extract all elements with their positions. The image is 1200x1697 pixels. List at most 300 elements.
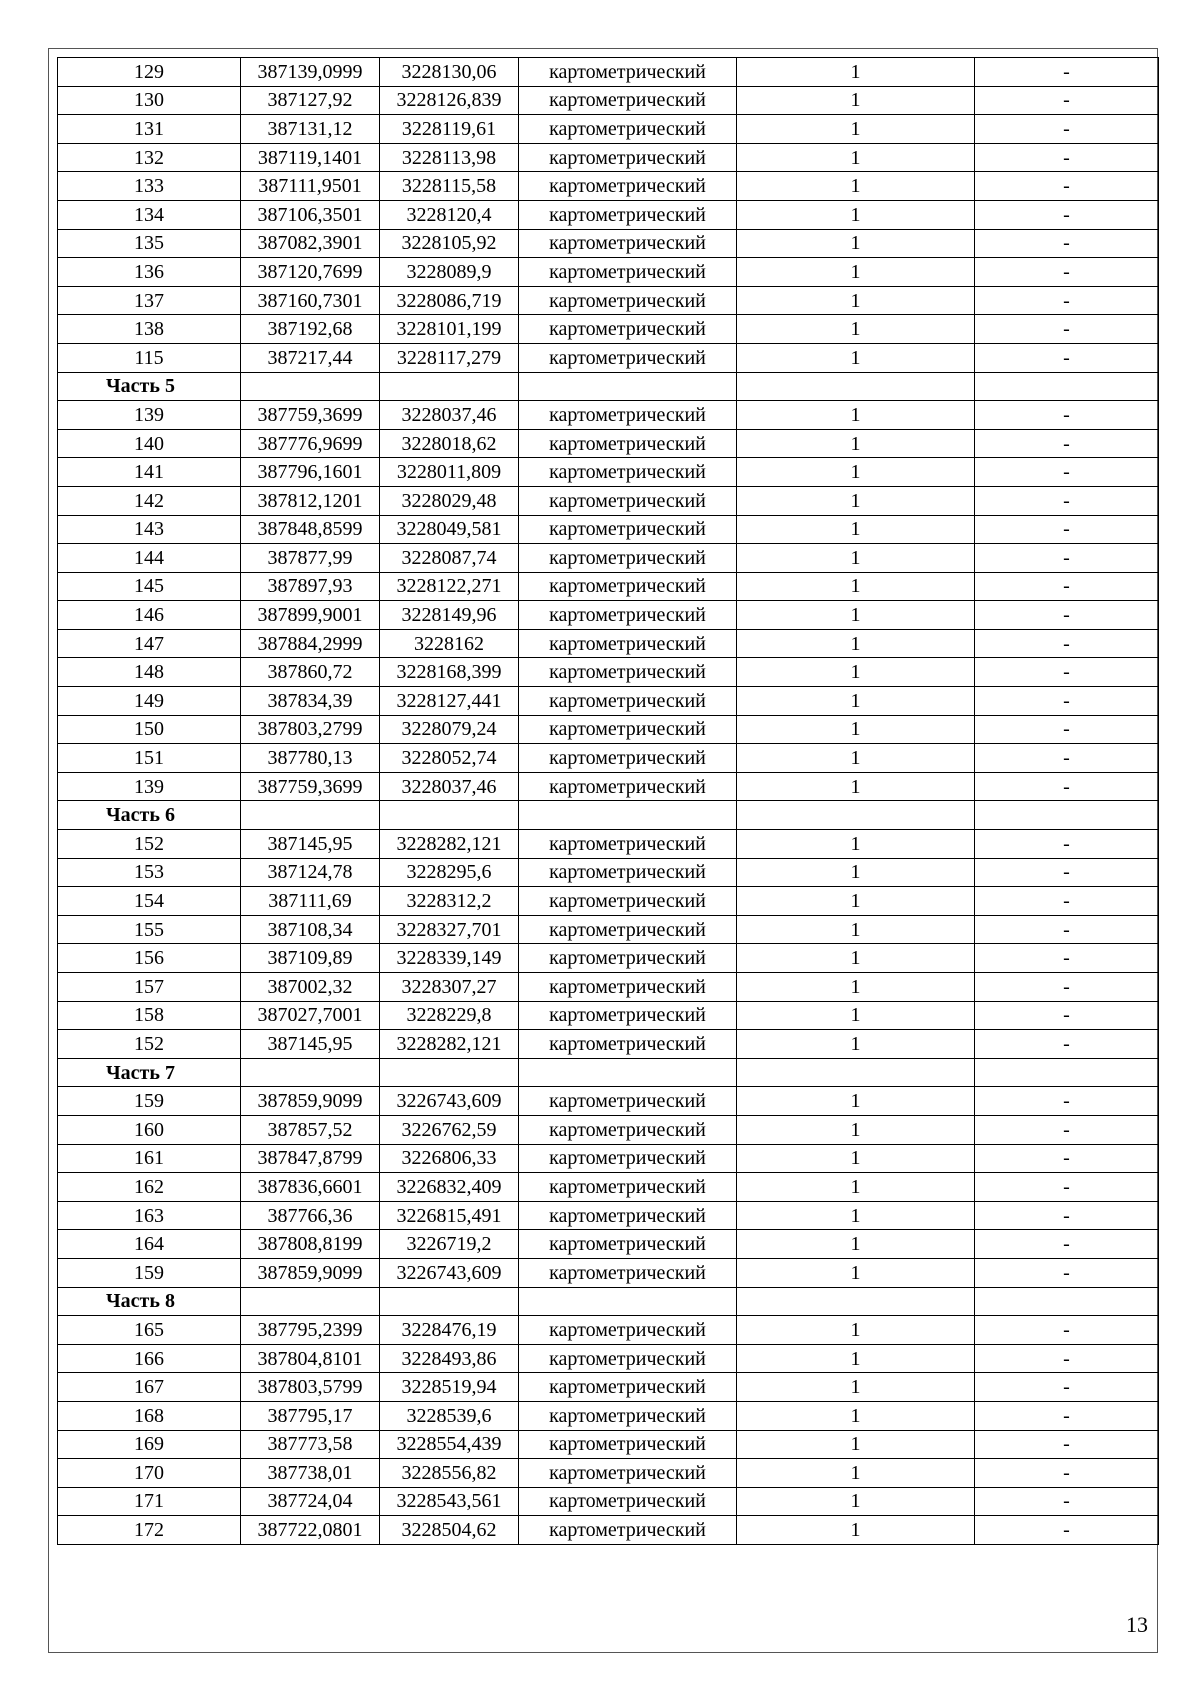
point-number-cell: 148 — [58, 658, 241, 687]
part-title: Часть 6 — [58, 801, 241, 830]
x-coordinate-cell: 387119,1401 — [241, 143, 380, 172]
point-number-cell: 168 — [58, 1401, 241, 1430]
y-coordinate-cell: 3226719,2 — [380, 1230, 519, 1259]
table-row — [58, 1258, 1159, 1287]
description-cell: - — [975, 687, 1159, 716]
y-coordinate-cell: 3228115,58 — [380, 172, 519, 201]
table-row — [58, 1344, 1159, 1373]
x-coordinate-cell: 387860,72 — [241, 658, 380, 687]
y-coordinate-cell: 3228101,199 — [380, 315, 519, 344]
x-coordinate-cell: 387834,39 — [241, 687, 380, 716]
page-number: 13 — [1126, 1612, 1148, 1637]
point-number-cell: 138 — [58, 315, 241, 344]
x-coordinate-cell: 387857,52 — [241, 1115, 380, 1144]
x-coordinate-cell: 387899,9001 — [241, 601, 380, 630]
description-cell: - — [975, 1115, 1159, 1144]
table-row — [58, 115, 1159, 144]
point-number-cell: 158 — [58, 1001, 241, 1030]
method-cell: картометрический — [519, 830, 737, 859]
description-cell: - — [975, 315, 1159, 344]
table-row — [58, 58, 1159, 87]
point-number-cell: 139 — [58, 401, 241, 430]
description-cell: - — [975, 1144, 1159, 1173]
point-number-cell: 134 — [58, 200, 241, 229]
point-number-cell: 145 — [58, 572, 241, 601]
empty-cell — [519, 1287, 737, 1316]
empty-cell — [241, 1058, 380, 1087]
method-cell: картометрический — [519, 544, 737, 573]
accuracy-cell: 1 — [737, 887, 975, 916]
description-cell: - — [975, 1401, 1159, 1430]
description-cell: - — [975, 658, 1159, 687]
part-header-row — [58, 801, 1159, 830]
empty-cell — [519, 801, 737, 830]
description-cell: - — [975, 486, 1159, 515]
method-cell: картометрический — [519, 1144, 737, 1173]
y-coordinate-cell: 3228312,2 — [380, 887, 519, 916]
accuracy-cell: 1 — [737, 1516, 975, 1545]
part-header-row — [58, 1287, 1159, 1316]
accuracy-cell: 1 — [737, 429, 975, 458]
accuracy-cell: 1 — [737, 86, 975, 115]
table-row — [58, 315, 1159, 344]
x-coordinate-cell: 387877,99 — [241, 544, 380, 573]
accuracy-cell: 1 — [737, 1030, 975, 1059]
y-coordinate-cell: 3228011,809 — [380, 458, 519, 487]
description-cell: - — [975, 1459, 1159, 1488]
table-row — [58, 744, 1159, 773]
accuracy-cell: 1 — [737, 744, 975, 773]
y-coordinate-cell: 3228130,06 — [380, 58, 519, 87]
x-coordinate-cell: 387131,12 — [241, 115, 380, 144]
x-coordinate-cell: 387124,78 — [241, 858, 380, 887]
table-row — [58, 458, 1159, 487]
accuracy-cell: 1 — [737, 1459, 975, 1488]
method-cell: картометрический — [519, 1373, 737, 1402]
x-coordinate-cell: 387884,2999 — [241, 629, 380, 658]
table-row — [58, 830, 1159, 859]
point-number-cell: 159 — [58, 1258, 241, 1287]
x-coordinate-cell: 387027,7001 — [241, 1001, 380, 1030]
x-coordinate-cell: 387120,7699 — [241, 258, 380, 287]
point-number-cell: 141 — [58, 458, 241, 487]
x-coordinate-cell: 387859,9099 — [241, 1087, 380, 1116]
description-cell: - — [975, 1173, 1159, 1202]
x-coordinate-cell: 387109,89 — [241, 944, 380, 973]
x-coordinate-cell: 387812,1201 — [241, 486, 380, 515]
x-coordinate-cell: 387847,8799 — [241, 1144, 380, 1173]
table-row — [58, 1430, 1159, 1459]
table-row — [58, 429, 1159, 458]
method-cell: картометрический — [519, 229, 737, 258]
x-coordinate-cell: 387145,95 — [241, 830, 380, 859]
method-cell: картометрический — [519, 200, 737, 229]
method-cell: картометрический — [519, 744, 737, 773]
point-number-cell: 143 — [58, 515, 241, 544]
description-cell: - — [975, 1001, 1159, 1030]
table-row — [58, 887, 1159, 916]
table-row — [58, 858, 1159, 887]
y-coordinate-cell: 3228504,62 — [380, 1516, 519, 1545]
table-row — [58, 915, 1159, 944]
method-cell: картометрический — [519, 1459, 737, 1488]
y-coordinate-cell: 3226762,59 — [380, 1115, 519, 1144]
description-cell: - — [975, 258, 1159, 287]
method-cell: картометрический — [519, 687, 737, 716]
empty-cell — [975, 1287, 1159, 1316]
method-cell: картометрический — [519, 715, 737, 744]
y-coordinate-cell: 3228493,86 — [380, 1344, 519, 1373]
x-coordinate-cell: 387776,9699 — [241, 429, 380, 458]
y-coordinate-cell: 3226743,609 — [380, 1087, 519, 1116]
accuracy-cell: 1 — [737, 830, 975, 859]
x-coordinate-cell: 387795,2399 — [241, 1316, 380, 1345]
y-coordinate-cell: 3228037,46 — [380, 772, 519, 801]
accuracy-cell: 1 — [737, 115, 975, 144]
point-number-cell: 161 — [58, 1144, 241, 1173]
description-cell: - — [975, 1344, 1159, 1373]
table-row — [58, 1373, 1159, 1402]
method-cell: картометрический — [519, 1401, 737, 1430]
table-row — [58, 772, 1159, 801]
method-cell: картометрический — [519, 1001, 737, 1030]
description-cell: - — [975, 772, 1159, 801]
method-cell: картометрический — [519, 629, 737, 658]
point-number-cell: 130 — [58, 86, 241, 115]
coordinates-table-body — [58, 58, 1159, 1545]
description-cell: - — [975, 715, 1159, 744]
x-coordinate-cell: 387127,92 — [241, 86, 380, 115]
point-number-cell: 159 — [58, 1087, 241, 1116]
point-number-cell: 139 — [58, 772, 241, 801]
empty-cell — [737, 1058, 975, 1087]
x-coordinate-cell: 387773,58 — [241, 1430, 380, 1459]
point-number-cell: 132 — [58, 143, 241, 172]
table-row — [58, 1173, 1159, 1202]
x-coordinate-cell: 387808,8199 — [241, 1230, 380, 1259]
accuracy-cell: 1 — [737, 944, 975, 973]
y-coordinate-cell: 3228162 — [380, 629, 519, 658]
empty-cell — [737, 1287, 975, 1316]
description-cell: - — [975, 629, 1159, 658]
table-row — [58, 1516, 1159, 1545]
description-cell: - — [975, 887, 1159, 916]
method-cell: картометрический — [519, 772, 737, 801]
table-row — [58, 1144, 1159, 1173]
table-row — [58, 515, 1159, 544]
x-coordinate-cell: 387848,8599 — [241, 515, 380, 544]
point-number-cell: 170 — [58, 1459, 241, 1488]
y-coordinate-cell: 3228105,92 — [380, 229, 519, 258]
description-cell: - — [975, 858, 1159, 887]
accuracy-cell: 1 — [737, 572, 975, 601]
point-number-cell: 142 — [58, 486, 241, 515]
method-cell: картометрический — [519, 1115, 737, 1144]
method-cell: картометрический — [519, 572, 737, 601]
y-coordinate-cell: 3228089,9 — [380, 258, 519, 287]
table-row — [58, 1201, 1159, 1230]
table-row — [58, 687, 1159, 716]
method-cell: картометрический — [519, 58, 737, 87]
method-cell: картометрический — [519, 458, 737, 487]
y-coordinate-cell: 3228476,19 — [380, 1316, 519, 1345]
point-number-cell: 172 — [58, 1516, 241, 1545]
method-cell: картометрический — [519, 172, 737, 201]
accuracy-cell: 1 — [737, 544, 975, 573]
y-coordinate-cell: 3228295,6 — [380, 858, 519, 887]
empty-cell — [975, 801, 1159, 830]
y-coordinate-cell: 3228122,271 — [380, 572, 519, 601]
accuracy-cell: 1 — [737, 258, 975, 287]
point-number-cell: 152 — [58, 830, 241, 859]
x-coordinate-cell: 387804,8101 — [241, 1344, 380, 1373]
x-coordinate-cell: 387759,3699 — [241, 772, 380, 801]
method-cell: картометрический — [519, 115, 737, 144]
empty-cell — [380, 1058, 519, 1087]
part-title: Часть 5 — [58, 372, 241, 401]
method-cell: картометрический — [519, 1258, 737, 1287]
table-row — [58, 629, 1159, 658]
method-cell: картометрический — [519, 1030, 737, 1059]
point-number-cell: 160 — [58, 1115, 241, 1144]
empty-cell — [380, 1287, 519, 1316]
point-number-cell: 156 — [58, 944, 241, 973]
empty-cell — [519, 1058, 737, 1087]
method-cell: картометрический — [519, 1173, 737, 1202]
x-coordinate-cell: 387111,9501 — [241, 172, 380, 201]
point-number-cell: 163 — [58, 1201, 241, 1230]
method-cell: картометрический — [519, 1430, 737, 1459]
x-coordinate-cell: 387803,2799 — [241, 715, 380, 744]
y-coordinate-cell: 3228282,121 — [380, 1030, 519, 1059]
description-cell: - — [975, 286, 1159, 315]
point-number-cell: 166 — [58, 1344, 241, 1373]
x-coordinate-cell: 387766,36 — [241, 1201, 380, 1230]
point-number-cell: 140 — [58, 429, 241, 458]
point-number-cell: 171 — [58, 1487, 241, 1516]
y-coordinate-cell: 3228037,46 — [380, 401, 519, 430]
description-cell: - — [975, 744, 1159, 773]
table-row — [58, 1001, 1159, 1030]
method-cell: картометрический — [519, 258, 737, 287]
method-cell: картометрический — [519, 887, 737, 916]
x-coordinate-cell: 387724,04 — [241, 1487, 380, 1516]
accuracy-cell: 1 — [737, 458, 975, 487]
point-number-cell: 155 — [58, 915, 241, 944]
method-cell: картометрический — [519, 515, 737, 544]
accuracy-cell: 1 — [737, 772, 975, 801]
table-row — [58, 544, 1159, 573]
description-cell: - — [975, 229, 1159, 258]
empty-cell — [241, 801, 380, 830]
x-coordinate-cell: 387111,69 — [241, 887, 380, 916]
accuracy-cell: 1 — [737, 315, 975, 344]
point-number-cell: 129 — [58, 58, 241, 87]
table-row — [58, 1230, 1159, 1259]
point-number-cell: 146 — [58, 601, 241, 630]
part-title: Часть 8 — [58, 1287, 241, 1316]
x-coordinate-cell: 387722,0801 — [241, 1516, 380, 1545]
y-coordinate-cell: 3228079,24 — [380, 715, 519, 744]
x-coordinate-cell: 387145,95 — [241, 1030, 380, 1059]
accuracy-cell: 1 — [737, 1115, 975, 1144]
description-cell: - — [975, 58, 1159, 87]
accuracy-cell: 1 — [737, 1401, 975, 1430]
description-cell: - — [975, 1373, 1159, 1402]
method-cell: картометрический — [519, 86, 737, 115]
description-cell: - — [975, 200, 1159, 229]
x-coordinate-cell: 387836,6601 — [241, 1173, 380, 1202]
table-row — [58, 229, 1159, 258]
table-row — [58, 1087, 1159, 1116]
point-number-cell: 133 — [58, 172, 241, 201]
x-coordinate-cell: 387897,93 — [241, 572, 380, 601]
x-coordinate-cell: 387859,9099 — [241, 1258, 380, 1287]
x-coordinate-cell: 387803,5799 — [241, 1373, 380, 1402]
description-cell: - — [975, 944, 1159, 973]
point-number-cell: 137 — [58, 286, 241, 315]
y-coordinate-cell: 3228087,74 — [380, 544, 519, 573]
y-coordinate-cell: 3228149,96 — [380, 601, 519, 630]
point-number-cell: 164 — [58, 1230, 241, 1259]
x-coordinate-cell: 387160,7301 — [241, 286, 380, 315]
point-number-cell: 165 — [58, 1316, 241, 1345]
table-row — [58, 286, 1159, 315]
x-coordinate-cell: 387796,1601 — [241, 458, 380, 487]
accuracy-cell: 1 — [737, 687, 975, 716]
point-number-cell: 147 — [58, 629, 241, 658]
table-row — [58, 172, 1159, 201]
table-row — [58, 944, 1159, 973]
point-number-cell: 149 — [58, 687, 241, 716]
x-coordinate-cell: 387217,44 — [241, 343, 380, 372]
accuracy-cell: 1 — [737, 58, 975, 87]
accuracy-cell: 1 — [737, 229, 975, 258]
description-cell: - — [975, 86, 1159, 115]
method-cell: картометрический — [519, 1487, 737, 1516]
table-row — [58, 258, 1159, 287]
accuracy-cell: 1 — [737, 715, 975, 744]
y-coordinate-cell: 3226815,491 — [380, 1201, 519, 1230]
y-coordinate-cell: 3228229,8 — [380, 1001, 519, 1030]
x-coordinate-cell: 387002,32 — [241, 973, 380, 1002]
point-number-cell: 151 — [58, 744, 241, 773]
method-cell: картометрический — [519, 315, 737, 344]
y-coordinate-cell: 3228519,94 — [380, 1373, 519, 1402]
x-coordinate-cell: 387738,01 — [241, 1459, 380, 1488]
point-number-cell: 169 — [58, 1430, 241, 1459]
y-coordinate-cell: 3228119,61 — [380, 115, 519, 144]
description-cell: - — [975, 973, 1159, 1002]
table-row — [58, 143, 1159, 172]
table-row — [58, 715, 1159, 744]
method-cell: картометрический — [519, 343, 737, 372]
accuracy-cell: 1 — [737, 401, 975, 430]
description-cell: - — [975, 1258, 1159, 1287]
y-coordinate-cell: 3228327,701 — [380, 915, 519, 944]
point-number-cell: 153 — [58, 858, 241, 887]
description-cell: - — [975, 1316, 1159, 1345]
y-coordinate-cell: 3228018,62 — [380, 429, 519, 458]
table-row — [58, 1459, 1159, 1488]
x-coordinate-cell: 387106,3501 — [241, 200, 380, 229]
table-row — [58, 572, 1159, 601]
point-number-cell: 135 — [58, 229, 241, 258]
method-cell: картометрический — [519, 1344, 737, 1373]
description-cell: - — [975, 915, 1159, 944]
accuracy-cell: 1 — [737, 1316, 975, 1345]
accuracy-cell: 1 — [737, 1487, 975, 1516]
accuracy-cell: 1 — [737, 515, 975, 544]
accuracy-cell: 1 — [737, 1201, 975, 1230]
empty-cell — [380, 801, 519, 830]
accuracy-cell: 1 — [737, 1430, 975, 1459]
table-row — [58, 1316, 1159, 1345]
description-cell: - — [975, 1516, 1159, 1545]
point-number-cell: 154 — [58, 887, 241, 916]
description-cell: - — [975, 1487, 1159, 1516]
description-cell: - — [975, 401, 1159, 430]
method-cell: картометрический — [519, 1230, 737, 1259]
y-coordinate-cell: 3228307,27 — [380, 973, 519, 1002]
description-cell: - — [975, 830, 1159, 859]
accuracy-cell: 1 — [737, 629, 975, 658]
table-row — [58, 1401, 1159, 1430]
accuracy-cell: 1 — [737, 200, 975, 229]
point-number-cell: 136 — [58, 258, 241, 287]
description-cell: - — [975, 1087, 1159, 1116]
accuracy-cell: 1 — [737, 1144, 975, 1173]
empty-cell — [241, 1287, 380, 1316]
point-number-cell: 144 — [58, 544, 241, 573]
table-row — [58, 86, 1159, 115]
part-title: Часть 7 — [58, 1058, 241, 1087]
method-cell: картометрический — [519, 1316, 737, 1345]
method-cell: картометрический — [519, 944, 737, 973]
method-cell: картометрический — [519, 1201, 737, 1230]
description-cell: - — [975, 1230, 1159, 1259]
accuracy-cell: 1 — [737, 1344, 975, 1373]
x-coordinate-cell: 387192,68 — [241, 315, 380, 344]
description-cell: - — [975, 115, 1159, 144]
empty-cell — [737, 801, 975, 830]
y-coordinate-cell: 3228282,121 — [380, 830, 519, 859]
accuracy-cell: 1 — [737, 658, 975, 687]
point-number-cell: 157 — [58, 973, 241, 1002]
table-row — [58, 200, 1159, 229]
y-coordinate-cell: 3228556,82 — [380, 1459, 519, 1488]
accuracy-cell: 1 — [737, 1258, 975, 1287]
part-header-row — [58, 372, 1159, 401]
method-cell: картометрический — [519, 401, 737, 430]
point-number-cell: 131 — [58, 115, 241, 144]
empty-cell — [380, 372, 519, 401]
table-row — [58, 1030, 1159, 1059]
method-cell: картометрический — [519, 143, 737, 172]
y-coordinate-cell: 3228029,48 — [380, 486, 519, 515]
y-coordinate-cell: 3228113,98 — [380, 143, 519, 172]
method-cell: картометрический — [519, 1516, 737, 1545]
accuracy-cell: 1 — [737, 486, 975, 515]
y-coordinate-cell: 3228168,399 — [380, 658, 519, 687]
y-coordinate-cell: 3228126,839 — [380, 86, 519, 115]
description-cell: - — [975, 429, 1159, 458]
method-cell: картометрический — [519, 429, 737, 458]
description-cell: - — [975, 143, 1159, 172]
accuracy-cell: 1 — [737, 1373, 975, 1402]
method-cell: картометрический — [519, 1087, 737, 1116]
description-cell: - — [975, 1201, 1159, 1230]
